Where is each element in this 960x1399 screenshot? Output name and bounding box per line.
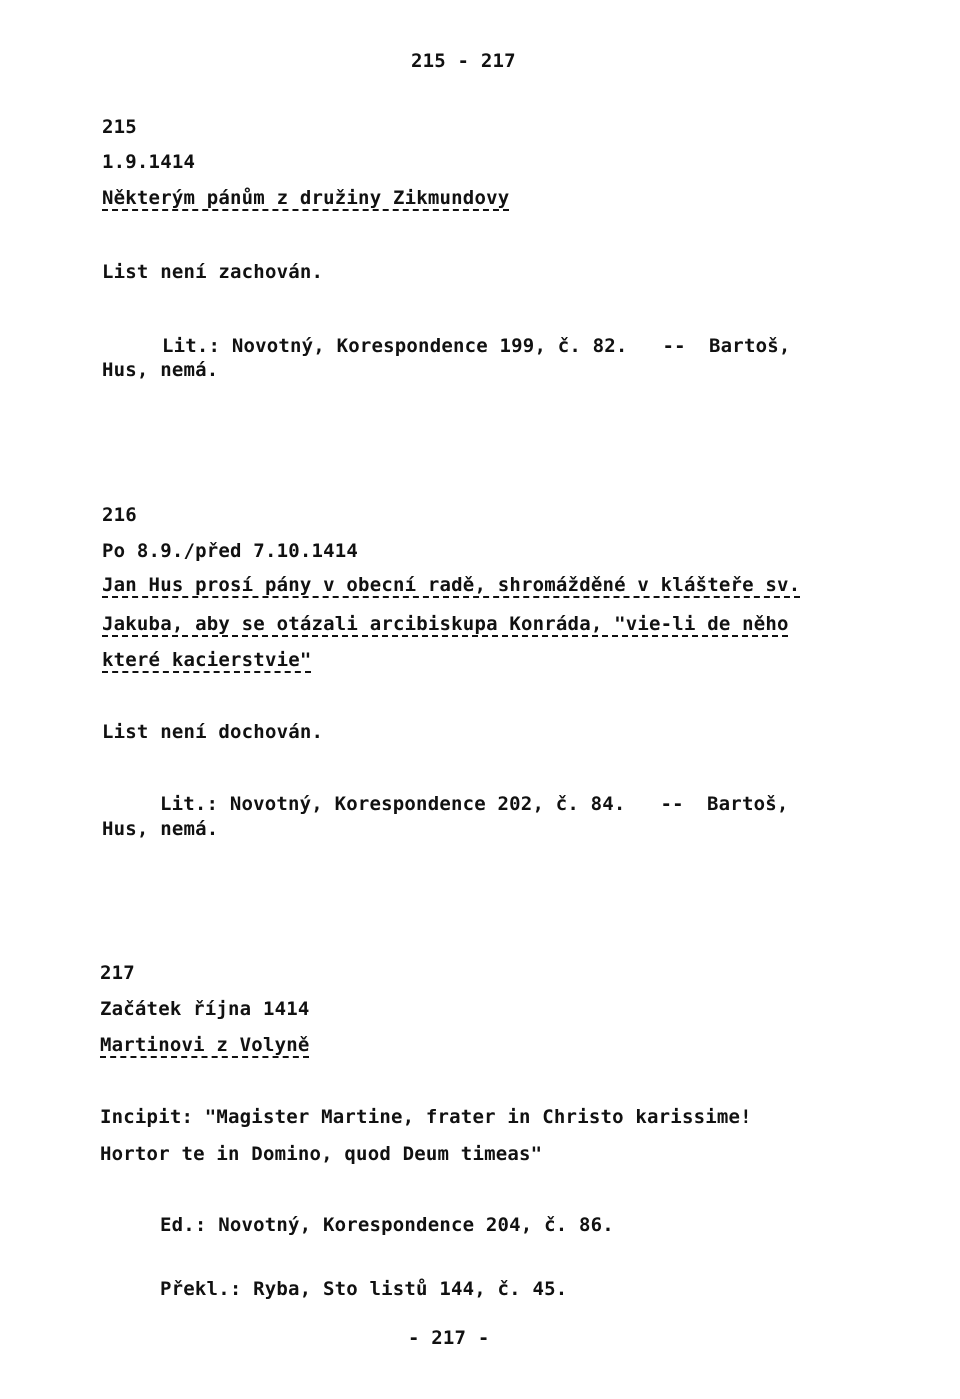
literature-line: Lit.: Novotný, Korespondence 202, č. 84. -- Bartoš,: [160, 793, 789, 815]
page-header: 215 - 217: [411, 50, 516, 72]
entry-number: 215: [102, 116, 137, 138]
entry-date: 1.9.1414: [102, 151, 196, 173]
entry-date: Po 8.9./před 7.10.1414: [102, 540, 359, 562]
literature-line: Lit.: Novotný, Korespondence 199, č. 82. -- Bartoš,: [162, 335, 791, 357]
entry-status: List není zachován.: [102, 261, 324, 283]
entry-date: Začátek října 1414: [100, 998, 310, 1020]
literature-line: Hus, nemá.: [102, 818, 219, 840]
entry-title: Některým pánům z družiny Zikmundovy: [102, 187, 510, 209]
entry-number: 216: [102, 504, 137, 526]
incipit-line: Incipit: "Magister Martine, frater in Christo karissime!: [100, 1106, 752, 1128]
literature-line: Hus, nemá.: [102, 359, 219, 381]
entry-title: Martinovi z Volyně: [100, 1034, 310, 1056]
entry-title-line: které kacierstvie": [102, 649, 312, 671]
edition-line: Ed.: Novotný, Korespondence 204, č. 86.: [160, 1214, 614, 1236]
entry-status: List není dochován.: [102, 721, 324, 743]
entry-title-line: Jan Hus prosí pány v obecní radě, shromážděné v klášteře sv.: [102, 574, 801, 596]
entry-title-line: Jakuba, aby se otázali arcibiskupa Konráda, "vie-li de něho: [102, 613, 789, 635]
incipit-line: Hortor te in Domino, quod Deum timeas": [100, 1143, 543, 1165]
page-number: - 217 -: [408, 1327, 490, 1349]
entry-number: 217: [100, 962, 135, 984]
translation-line: Překl.: Ryba, Sto listů 144, č. 45.: [160, 1278, 568, 1300]
